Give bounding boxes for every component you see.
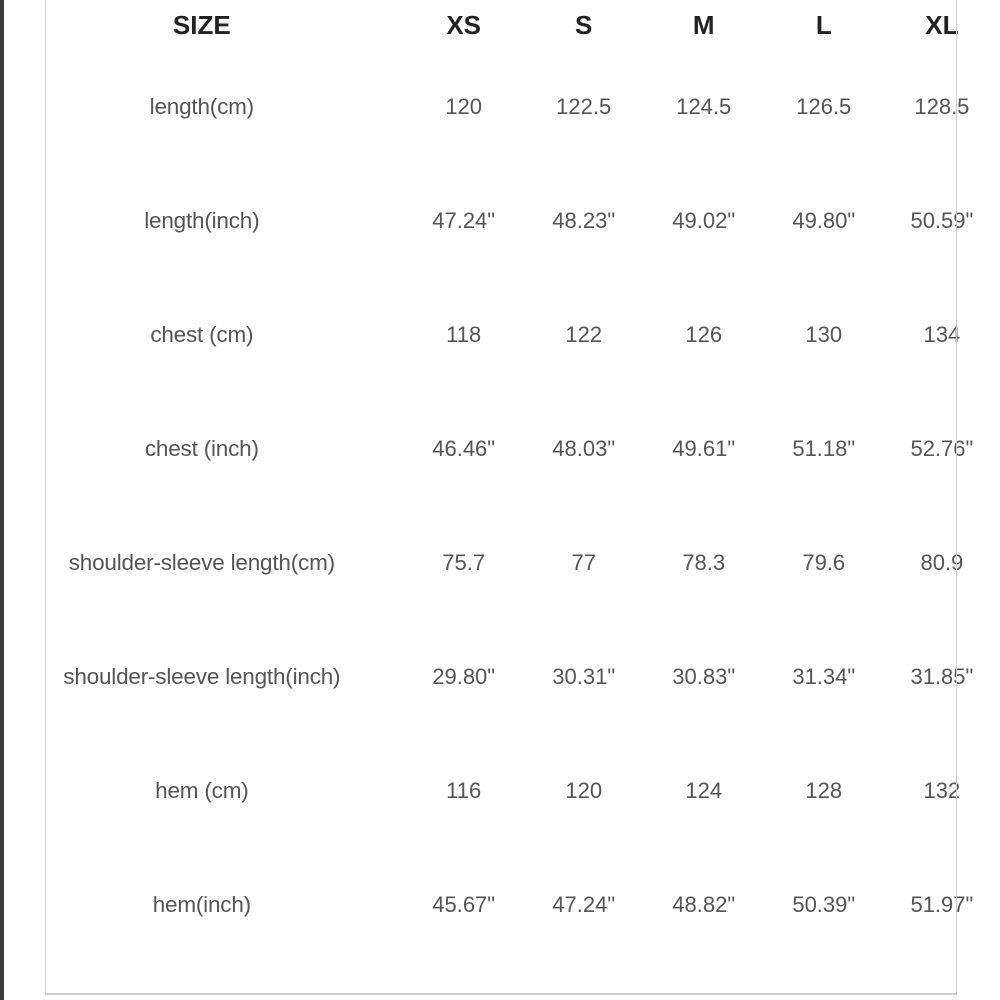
cell-l: 128 xyxy=(805,778,843,803)
cell-m: 49.02" xyxy=(672,208,736,233)
row-label: chest (inch) xyxy=(144,436,259,461)
cell-xl: 80.9 xyxy=(920,550,964,575)
header-s: S xyxy=(575,9,593,40)
cell-s: 120 xyxy=(565,778,603,803)
cell-m: 78.3 xyxy=(682,550,726,575)
cell-l: 79.6 xyxy=(802,550,846,575)
cell-l: 51.18" xyxy=(792,436,856,461)
cell-xs: 116 xyxy=(446,778,482,803)
header-m: M xyxy=(692,9,715,40)
table-frame xyxy=(45,0,957,995)
header-xl: XL xyxy=(925,9,959,40)
cell-xl: 50.59" xyxy=(910,208,974,233)
row-label: shoulder-sleeve length(inch) xyxy=(63,664,341,689)
cell-xs: 118 xyxy=(446,322,482,347)
cell-s: 77 xyxy=(571,550,596,575)
header-xs: XS xyxy=(446,9,482,40)
row-label: chest (cm) xyxy=(150,322,254,347)
cell-xl: 52.76" xyxy=(910,436,974,461)
cell-m: 124.5 xyxy=(676,94,732,119)
cell-m: 48.82" xyxy=(672,892,736,917)
cell-xl: 128.5 xyxy=(914,94,970,119)
cell-xs: 75.7 xyxy=(442,550,486,575)
row-label: shoulder-sleeve length(cm) xyxy=(68,550,335,575)
row-label: hem(inch) xyxy=(152,892,251,917)
header-l: L xyxy=(815,9,832,40)
cell-s: 47.24" xyxy=(552,892,616,917)
row-label: length(inch) xyxy=(144,208,260,233)
cell-s: 122 xyxy=(565,322,603,347)
cell-l: 50.39" xyxy=(792,892,856,917)
cell-s: 48.23" xyxy=(552,208,616,233)
cell-l: 126.5 xyxy=(796,94,852,119)
cell-xs: 45.67" xyxy=(432,892,496,917)
row-label: hem (cm) xyxy=(155,778,249,803)
cell-m: 49.61" xyxy=(672,436,736,461)
cell-xl: 134 xyxy=(923,322,961,347)
cell-s: 122.5 xyxy=(556,94,612,119)
cell-xs: 47.24" xyxy=(432,208,496,233)
cell-m: 126 xyxy=(685,322,723,347)
cell-l: 49.80" xyxy=(792,208,856,233)
cell-m: 124 xyxy=(685,778,723,803)
cell-m: 30.83" xyxy=(672,664,736,689)
cell-l: 31.34" xyxy=(792,664,856,689)
row-label: length(cm) xyxy=(149,94,254,119)
cell-l: 130 xyxy=(805,322,843,347)
header-size: SIZE xyxy=(172,9,231,40)
cell-s: 48.03" xyxy=(552,436,616,461)
cell-xs: 120 xyxy=(445,94,483,119)
cell-xl: 31.85" xyxy=(910,664,974,689)
cell-xs: 29.80" xyxy=(432,664,496,689)
cell-xl: 132 xyxy=(923,778,961,803)
cell-xs: 46.46" xyxy=(432,436,496,461)
cell-xl: 51.97" xyxy=(910,892,974,917)
cell-s: 30.31" xyxy=(552,664,616,689)
